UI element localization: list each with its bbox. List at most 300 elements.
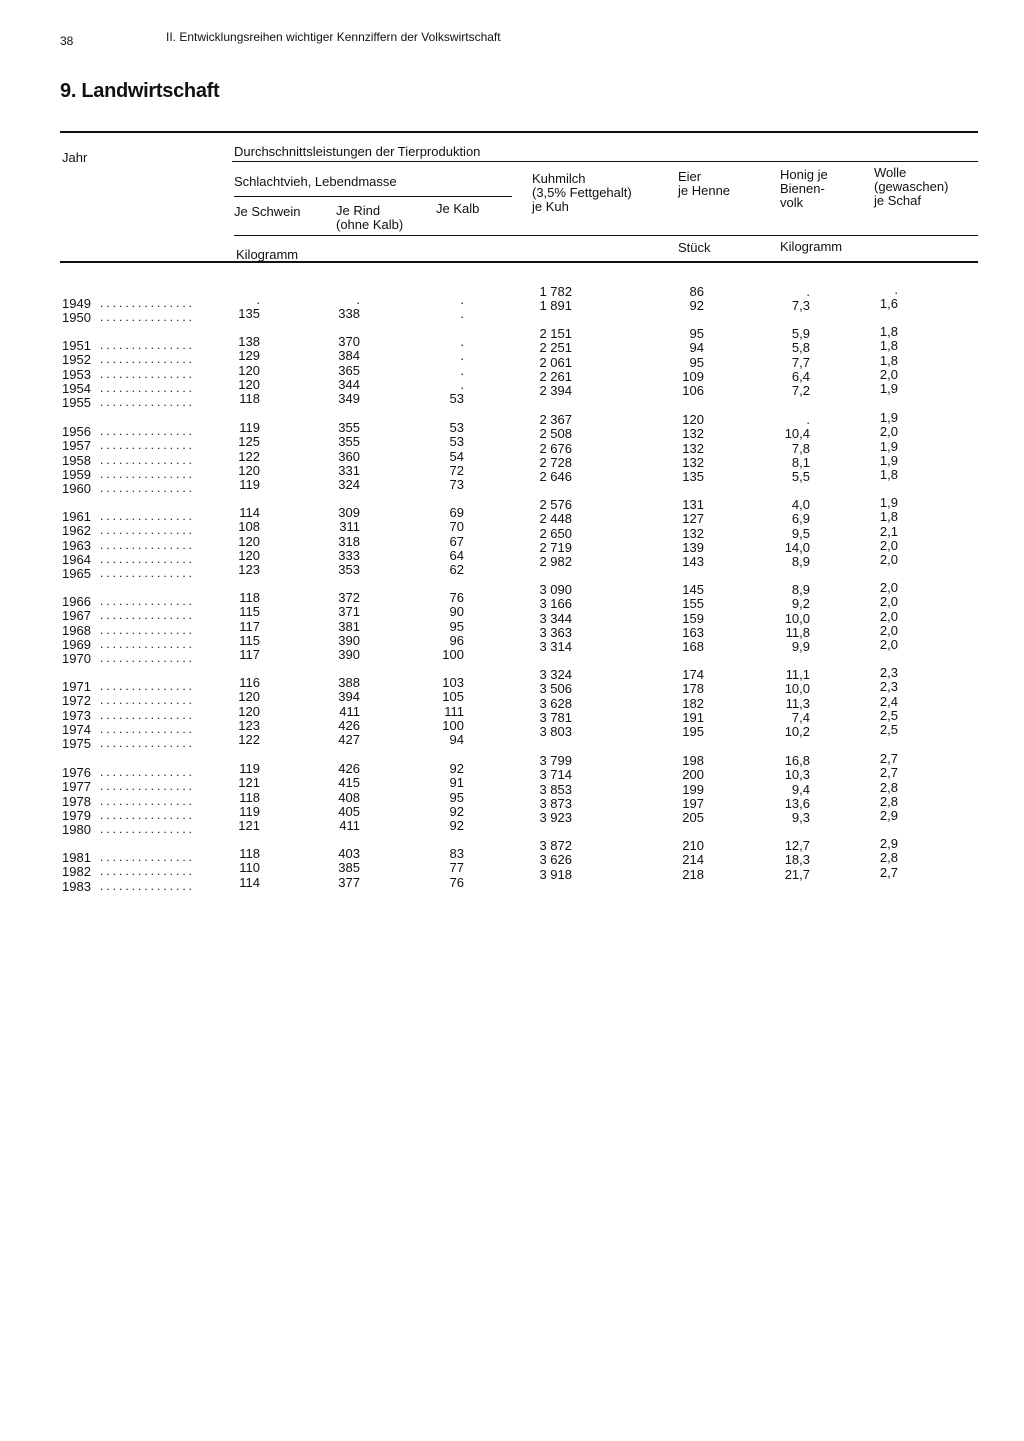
cell-honig: 6,4 (791, 368, 810, 384)
cell-kalb: 62 (449, 562, 464, 578)
cell-schwein: 118 (239, 590, 260, 605)
cell-honig: 21,7 (784, 866, 810, 882)
cell-honig: 9,2 (791, 596, 810, 612)
cell-kuhmilch: 3 803 (539, 724, 572, 740)
row-year: 1962 (62, 523, 91, 539)
cell-wolle: 1,9 (879, 495, 898, 510)
cell-eier: 131 (682, 497, 704, 512)
column-header-eier: Eier (678, 169, 702, 184)
row-year: 1972 (62, 693, 91, 709)
cell-schwein: 119 (239, 477, 260, 493)
cell-kuhmilch: 3 918 (539, 866, 572, 882)
cell-kalb: . (460, 362, 464, 378)
row-leader-dots: ............... (100, 850, 196, 864)
cell-wolle: 2,0 (879, 424, 898, 440)
cell-kalb: . (460, 376, 464, 392)
row-leader-dots: ............... (100, 310, 196, 325)
cell-honig: 4,0 (791, 497, 810, 512)
cell-wolle: 2,9 (879, 808, 898, 824)
cell-kalb: . (460, 306, 464, 322)
cell-eier: 132 (682, 426, 704, 442)
cell-rind: 408 (338, 789, 360, 805)
row-leader-dots: ............... (100, 765, 196, 779)
cell-eier: 200 (682, 767, 704, 783)
cell-kuhmilch: 2 982 (539, 554, 572, 570)
cell-rind: 377 (338, 874, 360, 890)
cell-kuhmilch: 3 166 (539, 596, 572, 612)
cell-honig: 11,8 (785, 624, 810, 640)
cell-kuhmilch: 3 799 (539, 753, 572, 768)
cell-kuhmilch: 1 891 (539, 298, 572, 314)
cell-schwein: 119 (239, 761, 260, 776)
cell-schwein: 118 (239, 846, 260, 861)
cell-kalb: 95 (449, 618, 464, 634)
cell-schwein: 121 (238, 775, 260, 791)
row-year: 1960 (62, 481, 91, 497)
cell-wolle: 2,0 (879, 637, 898, 653)
cell-kalb: 92 (449, 818, 464, 834)
group-underline (232, 161, 978, 162)
cell-eier: 210 (682, 838, 704, 853)
row-leader-dots: ............... (100, 452, 196, 467)
cell-kalb: 103 (442, 675, 464, 690)
table-top-rule (60, 131, 978, 133)
row-leader-dots: ............... (100, 608, 196, 623)
cell-kuhmilch: 3 344 (539, 610, 572, 626)
cell-kuhmilch: 3 872 (539, 838, 572, 853)
cell-schwein: 119 (239, 420, 260, 435)
cell-kalb: 53 (449, 391, 464, 407)
cell-schwein: . (256, 292, 260, 307)
cell-schwein: 118 (239, 789, 260, 805)
column-header-wolle: Wolle (874, 165, 907, 180)
cell-kuhmilch: 2 367 (539, 412, 572, 427)
cell-kuhmilch: 2 448 (539, 511, 572, 527)
cell-kalb: 105 (442, 689, 464, 705)
cell-schwein: 125 (238, 434, 260, 450)
cell-schwein: 110 (239, 860, 260, 876)
cell-kalb: 77 (449, 860, 464, 876)
cell-wolle: 2,0 (879, 594, 898, 610)
row-year: 1970 (62, 651, 91, 667)
row-leader-dots: ............... (100, 878, 196, 893)
cell-wolle: 1,8 (879, 467, 898, 483)
cell-schwein: 123 (238, 562, 260, 578)
row-leader-dots: ............... (100, 395, 196, 410)
cell-kuhmilch: 2 576 (539, 497, 572, 512)
cell-rind: 385 (338, 860, 360, 876)
cell-eier: 143 (682, 554, 704, 570)
cell-eier: 205 (682, 810, 704, 826)
cell-rind: 324 (338, 477, 360, 493)
cell-kalb: 92 (449, 761, 464, 776)
row-leader-dots: ............... (100, 338, 196, 352)
row-leader-dots: ............... (100, 779, 196, 794)
cell-schwein: 116 (239, 675, 260, 690)
cell-kalb: 72 (449, 462, 464, 478)
cell-schwein: 115 (239, 632, 260, 648)
cell-eier: 135 (682, 469, 704, 485)
cell-kuhmilch: 2 676 (539, 440, 572, 456)
cell-kuhmilch: 3 626 (539, 852, 572, 868)
row-year: 1954 (62, 380, 91, 396)
column-header-eier-henne: je Henne (678, 183, 731, 198)
cell-rind: 318 (338, 533, 360, 549)
cell-kalb: 91 (449, 775, 464, 791)
cell-kalb: 100 (442, 647, 464, 663)
cell-kuhmilch: 3 923 (539, 810, 572, 826)
cell-kalb: . (460, 292, 464, 307)
cell-schwein: 122 (238, 732, 260, 748)
cell-wolle: 2,8 (879, 779, 898, 795)
cell-eier: 86 (689, 284, 704, 299)
cell-eier: 197 (682, 795, 704, 811)
cell-eier: 178 (682, 681, 704, 697)
cell-honig: 10,4 (784, 426, 810, 442)
cell-rind: 384 (338, 348, 360, 364)
column-header-honig-volk: volk (780, 195, 804, 210)
row-year: 1951 (62, 338, 91, 353)
cell-rind: 405 (338, 803, 360, 819)
row-leader-dots: ............... (100, 736, 196, 751)
cell-kuhmilch: 3 628 (539, 695, 572, 711)
cell-kalb: 70 (449, 519, 464, 535)
cell-rind: 403 (338, 846, 360, 861)
column-header-rind-note: (ohne Kalb) (336, 217, 404, 232)
row-year: 1975 (62, 736, 91, 752)
cell-wolle: 1,6 (879, 296, 898, 312)
cell-kalb: 73 (449, 477, 464, 493)
cell-rind: 365 (338, 362, 360, 378)
row-year: 1964 (62, 551, 91, 567)
cell-honig: 9,5 (791, 525, 810, 541)
cell-wolle: 2,7 (879, 864, 898, 880)
cell-schwein: 129 (238, 348, 260, 364)
column-header-kuhmilch: Kuhmilch (532, 171, 586, 186)
row-year: 1981 (62, 850, 91, 865)
cell-eier: 106 (682, 383, 704, 399)
row-year: 1959 (62, 466, 91, 482)
cell-wolle: . (894, 282, 898, 297)
cell-honig: 9,4 (791, 781, 810, 797)
row-leader-dots: ............... (100, 438, 196, 453)
column-header-honig: Honig je (780, 167, 828, 182)
cell-schwein: 120 (238, 703, 260, 719)
cell-eier: 191 (682, 709, 704, 725)
cell-rind: 388 (338, 675, 360, 690)
row-year: 1963 (62, 537, 91, 553)
cell-wolle: 2,7 (879, 751, 898, 766)
cell-rind: 333 (338, 547, 360, 563)
row-leader-dots: ............... (100, 822, 196, 837)
cell-wolle: 1,9 (879, 438, 898, 454)
cell-eier: 132 (682, 440, 704, 456)
cell-honig: 10,2 (784, 724, 810, 740)
row-year: 1967 (62, 608, 91, 624)
unit-stueck: Stück (678, 240, 711, 255)
cell-kalb: 76 (449, 874, 464, 890)
cell-wolle: 1,8 (879, 338, 898, 354)
row-year: 1968 (62, 622, 91, 638)
cell-honig: 7,3 (791, 298, 810, 314)
cell-kuhmilch: 3 363 (539, 624, 572, 640)
cell-wolle: 2,0 (879, 622, 898, 638)
row-year: 1957 (62, 438, 91, 454)
row-leader-dots: ............... (100, 509, 196, 523)
cell-schwein: 119 (239, 803, 260, 819)
cell-wolle: 1,9 (879, 410, 898, 425)
cell-kalb: 67 (449, 533, 464, 549)
cell-kuhmilch: 3 314 (539, 639, 572, 655)
cell-rind: 372 (338, 590, 360, 605)
cell-honig: 5,9 (791, 326, 810, 341)
row-leader-dots: ............... (100, 566, 196, 581)
unit-kilogramm-schlachtvieh: Kilogramm (236, 247, 299, 262)
cell-rind: 311 (339, 519, 360, 535)
row-leader-dots: ............... (100, 481, 196, 496)
header-bottom-rule (60, 261, 978, 263)
column-header-kuhmilch-kuh: je Kuh (532, 199, 569, 214)
cell-kuhmilch: 3 090 (539, 582, 572, 597)
cell-eier: 199 (682, 781, 704, 797)
cell-schwein: 118 (239, 391, 260, 407)
row-leader-dots: ............... (100, 721, 196, 736)
cell-schwein: 114 (239, 505, 260, 520)
cell-wolle: 2,9 (879, 836, 898, 851)
cell-kuhmilch: 3 853 (539, 781, 572, 797)
row-year: 1978 (62, 793, 91, 809)
cell-wolle: 2,3 (879, 679, 898, 695)
cell-rind: 309 (338, 505, 360, 520)
cell-wolle: 2,5 (879, 707, 898, 723)
row-year: 1980 (62, 822, 91, 838)
cell-honig: 16,8 (784, 753, 810, 768)
row-year: 1966 (62, 594, 91, 609)
cell-wolle: 2,0 (879, 608, 898, 624)
group-header-tierproduktion: Durchschnittsleistungen der Tierproduktion (234, 144, 481, 159)
column-header-jahr: Jahr (62, 150, 88, 165)
cell-kuhmilch: 2 261 (539, 368, 572, 384)
cell-rind: . (356, 292, 360, 307)
cell-eier: 92 (689, 298, 704, 314)
cell-honig: . (806, 412, 810, 427)
cell-rind: 338 (338, 306, 360, 322)
cell-kalb: 111 (444, 703, 464, 719)
column-header-wolle-gewaschen: (gewaschen) (874, 179, 949, 194)
cell-eier: 132 (682, 454, 704, 470)
row-year: 1973 (62, 707, 91, 723)
row-leader-dots: ............... (100, 693, 196, 708)
units-rule (234, 235, 978, 236)
row-year: 1949 (62, 296, 91, 311)
cell-honig: 14,0 (784, 539, 810, 555)
cell-honig: 8,9 (791, 582, 810, 597)
cell-kuhmilch: 2 719 (539, 539, 572, 555)
row-year: 1958 (62, 452, 91, 468)
cell-schwein: 120 (238, 533, 260, 549)
cell-kalb: 53 (449, 420, 464, 435)
subgroup-header-schlachtvieh: Schlachtvieh, Lebendmasse (234, 174, 397, 189)
cell-schwein: 108 (238, 519, 260, 535)
row-leader-dots: ............... (100, 651, 196, 666)
cell-honig: 10,3 (784, 767, 810, 783)
cell-rind: 331 (338, 462, 360, 478)
cell-kuhmilch: 3 781 (539, 709, 572, 725)
cell-eier: 132 (682, 525, 704, 541)
cell-wolle: 2,1 (879, 523, 898, 539)
row-year: 1965 (62, 566, 91, 582)
cell-rind: 426 (338, 761, 360, 776)
cell-eier: 95 (689, 326, 704, 341)
cell-schwein: 115 (239, 604, 260, 620)
cell-rind: 394 (338, 689, 360, 705)
row-year: 1950 (62, 310, 91, 326)
cell-schwein: 117 (239, 618, 260, 634)
cell-wolle: 2,8 (879, 850, 898, 866)
column-header-kuhmilch-fett: (3,5% Fettgehalt) (532, 185, 632, 200)
cell-honig: 5,8 (791, 340, 810, 356)
cell-honig: 6,9 (791, 511, 810, 527)
cell-rind: 370 (338, 334, 360, 349)
cell-rind: 411 (339, 703, 360, 719)
cell-rind: 426 (338, 717, 360, 733)
cell-eier: 218 (682, 866, 704, 882)
cell-wolle: 2,5 (879, 722, 898, 738)
cell-rind: 415 (338, 775, 360, 791)
cell-honig: 10,0 (784, 610, 810, 626)
row-leader-dots: ............... (100, 864, 196, 879)
cell-rind: 344 (338, 376, 360, 392)
cell-schwein: 120 (238, 547, 260, 563)
cell-rind: 390 (338, 647, 360, 663)
cell-schwein: 122 (238, 448, 260, 464)
row-year: 1976 (62, 765, 91, 780)
unit-kilogramm-honig-wolle: Kilogramm (780, 239, 843, 254)
cell-rind: 411 (339, 818, 360, 834)
cell-kuhmilch: 3 714 (539, 767, 572, 783)
row-leader-dots: ............... (100, 366, 196, 381)
cell-honig: . (806, 284, 810, 299)
cell-honig: 8,9 (791, 554, 810, 570)
cell-kuhmilch: 2 151 (539, 326, 572, 341)
cell-eier: 109 (682, 368, 704, 384)
cell-kalb: 76 (449, 590, 464, 605)
row-year: 1956 (62, 424, 91, 439)
cell-kuhmilch: 2 251 (539, 340, 572, 356)
row-year: 1953 (62, 366, 91, 382)
cell-eier: 145 (682, 582, 704, 597)
cell-kuhmilch: 2 508 (539, 426, 572, 442)
cell-schwein: 117 (239, 647, 260, 663)
cell-kalb: 64 (449, 547, 464, 563)
cell-honig: 7,2 (791, 383, 810, 399)
row-year: 1961 (62, 509, 91, 524)
cell-wolle: 2,0 (879, 537, 898, 553)
cell-schwein: 120 (238, 362, 260, 378)
row-year: 1952 (62, 352, 91, 368)
row-year: 1971 (62, 679, 91, 694)
cell-schwein: 120 (238, 689, 260, 705)
cell-rind: 355 (338, 434, 360, 450)
cell-rind: 360 (338, 448, 360, 464)
running-title: II. Entwicklungsreihen wichtiger Kennziffern der Volkswirtschaft (166, 30, 501, 44)
cell-schwein: 114 (239, 874, 260, 890)
row-leader-dots: ............... (100, 466, 196, 481)
section-title: 9. Landwirtschaft (60, 80, 220, 102)
cell-kalb: 54 (449, 448, 464, 464)
cell-honig: 18,3 (784, 852, 810, 868)
cell-eier: 195 (682, 724, 704, 740)
column-header-schwein: Je Schwein (234, 204, 301, 219)
column-header-honig-bienen: Bienen- (780, 181, 825, 196)
cell-kalb: 90 (449, 604, 464, 620)
cell-wolle: 2,0 (879, 552, 898, 568)
cell-kalb: 69 (449, 505, 464, 520)
cell-rind: 381 (338, 618, 360, 634)
cell-kuhmilch: 2 394 (539, 383, 572, 399)
cell-wolle: 2,8 (879, 793, 898, 809)
page-number: 38 (60, 34, 74, 48)
row-year: 1982 (62, 864, 91, 880)
cell-honig: 7,7 (791, 354, 810, 370)
cell-wolle: 2,7 (879, 765, 898, 781)
cell-honig: 7,4 (791, 709, 810, 725)
cell-kalb: 95 (449, 789, 464, 805)
cell-eier: 139 (682, 539, 704, 555)
subgroup-underline (234, 196, 512, 197)
cell-kuhmilch: 3 506 (539, 681, 572, 697)
row-leader-dots: ............... (100, 594, 196, 608)
cell-kalb: 92 (449, 803, 464, 819)
cell-kalb: . (460, 334, 464, 349)
cell-eier: 94 (689, 340, 704, 356)
cell-honig: 11,1 (785, 667, 810, 682)
cell-eier: 163 (682, 624, 704, 640)
row-leader-dots: ............... (100, 793, 196, 808)
cell-kuhmilch: 2 728 (539, 454, 572, 470)
row-leader-dots: ............... (100, 380, 196, 395)
cell-kuhmilch: 1 782 (539, 284, 572, 299)
cell-schwein: 120 (238, 462, 260, 478)
cell-kuhmilch: 2 646 (539, 469, 572, 485)
cell-honig: 10,0 (784, 681, 810, 697)
cell-rind: 427 (338, 732, 360, 748)
cell-eier: 95 (689, 354, 704, 370)
column-header-rind: Je Rind (336, 203, 381, 218)
cell-kuhmilch: 2 061 (539, 354, 572, 370)
row-year: 1974 (62, 721, 91, 737)
row-year: 1969 (62, 636, 91, 652)
row-leader-dots: ............... (100, 622, 196, 637)
row-year: 1955 (62, 395, 91, 411)
cell-wolle: 2,3 (879, 665, 898, 680)
row-year: 1983 (62, 878, 91, 894)
cell-honig: 7,8 (791, 440, 810, 456)
row-leader-dots: ............... (100, 296, 196, 310)
cell-wolle: 2,4 (879, 693, 898, 709)
row-year: 1979 (62, 807, 91, 823)
cell-eier: 174 (682, 667, 704, 682)
cell-eier: 159 (682, 610, 704, 626)
cell-kalb: 100 (442, 717, 464, 733)
cell-eier: 198 (682, 753, 704, 768)
cell-rind: 353 (338, 562, 360, 578)
cell-wolle: 1,8 (879, 352, 898, 368)
cell-eier: 168 (682, 639, 704, 655)
cell-schwein: 138 (238, 334, 260, 349)
cell-eier: 120 (682, 412, 704, 427)
cell-eier: 155 (682, 596, 704, 612)
